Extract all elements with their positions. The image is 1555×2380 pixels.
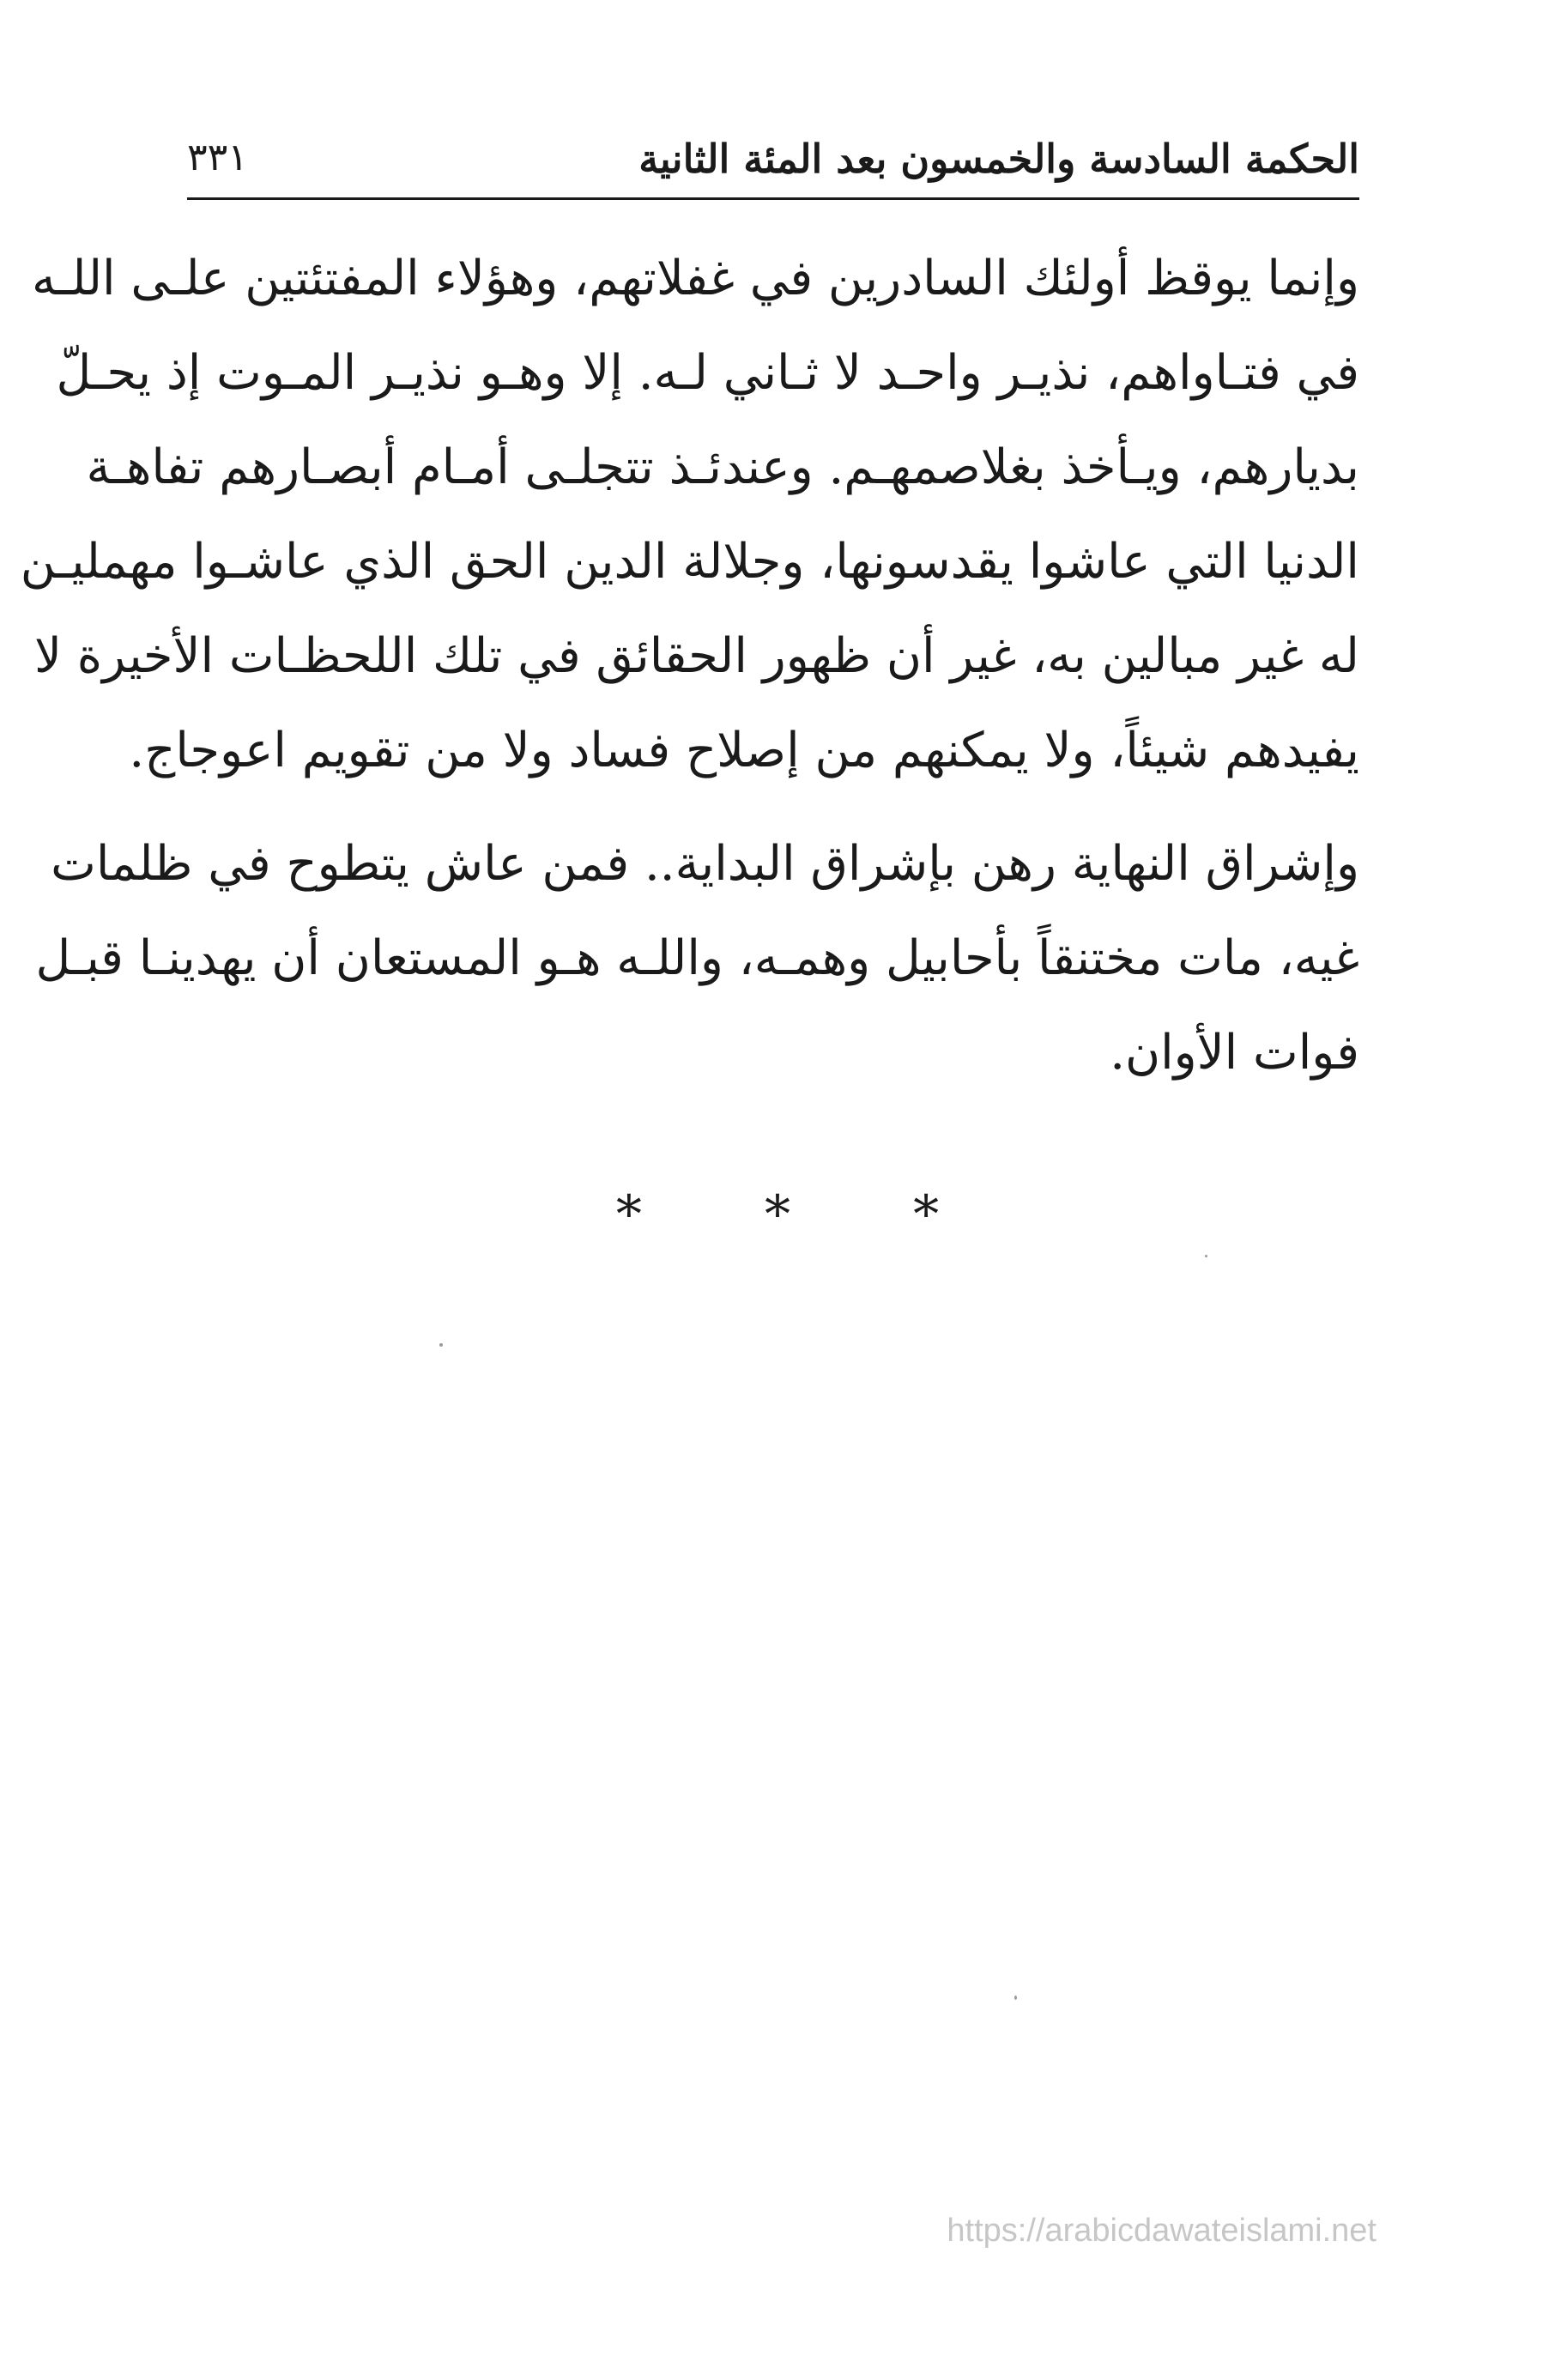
paragraph (35, 817, 1359, 1100)
section-separator (0, 1184, 1555, 1245)
text-line: بديارهم، ويـأخذ بغلاصمهـم. وعندئـذ تتجلـى أمـام أبصـارهم تفاهـة (86, 439, 1359, 495)
page-header (187, 120, 1359, 200)
asterisk-icon: * (765, 1184, 790, 1245)
text-line: فوات الأوان. (1110, 1025, 1359, 1081)
scan-speck (1014, 1995, 1017, 2000)
paragraph (20, 232, 1359, 798)
text-line: وإنما يوقظ أولئك السادرين في غفلاتهم، وهؤلاء المفتئتين علـى اللـه (31, 251, 1359, 306)
scan-speck (1205, 1255, 1207, 1257)
running-title: الحكمة السادسة والخمسون بعد المئة الثانية (638, 136, 1359, 182)
scan-speck (439, 1343, 443, 1347)
page-number: ٣٣١ (187, 136, 248, 179)
body-text (20, 232, 1359, 1100)
text-line: الدنيا التي عاشوا يقدسونها، وجلالة الدين الحق الذي عاشـوا مهمليـن (20, 534, 1359, 590)
text-line: في فتـاواهم، نذيـر واحـد لا ثـاني لـه. إلا وهـو نذيـر المـوت إذ يحـلّ (56, 345, 1359, 401)
text-line: يفيدهم شيئاً، ولا يمكنهم من إصلاح فساد ولا من تقويم اعوجاج. (129, 723, 1359, 778)
text-line: له غير مبالين به، غير أن ظهور الحقائق في تلك اللحظـات الأخيرة لا (34, 628, 1359, 684)
asterisk-icon: * (913, 1184, 940, 1245)
watermark-url: https://arabicdawateislami.net (947, 2213, 1377, 2249)
text-line: وإشراق النهاية رهن بإشراق البداية.. فمن عاش يتطوح في ظلمات (51, 836, 1359, 892)
text-line: غيه، مات مختنقاً بأحابيل وهمـه، واللـه هـو المستعان أن يهدينـا قبـل (35, 930, 1359, 986)
asterisk-icon: * (615, 1184, 642, 1245)
